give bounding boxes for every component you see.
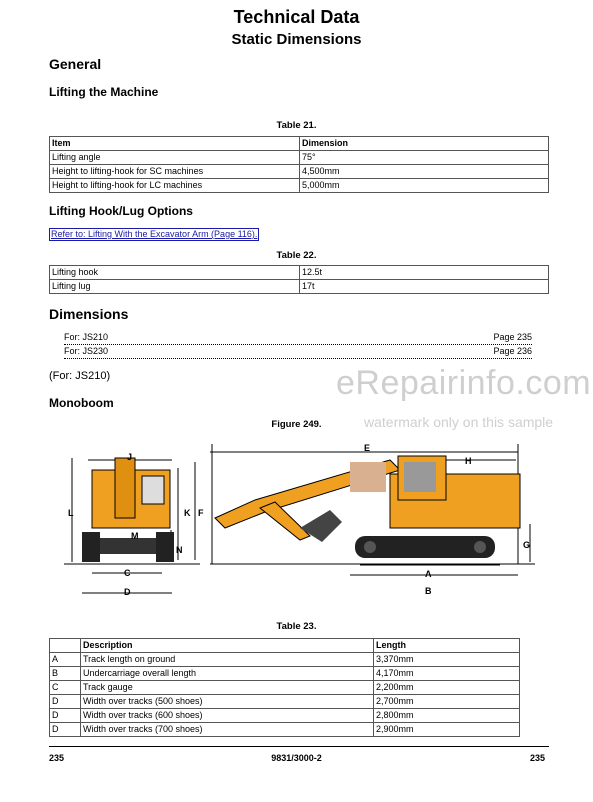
section-general-heading: General [49, 56, 102, 72]
section-dimensions-heading: Dimensions [49, 306, 129, 322]
table-cell: D [50, 709, 81, 723]
table-cell: 17t [300, 280, 549, 294]
footer-divider [49, 746, 549, 747]
table-cell: Height to lifting-hook for SC machines [50, 165, 300, 179]
table21 [49, 136, 549, 193]
table-cell: Lifting lug [50, 280, 300, 294]
table-cell: 2,900mm [374, 723, 520, 737]
watermark-sub: watermark only on this sample [364, 414, 554, 430]
table-header-cell: Dimension [300, 137, 549, 151]
figure-caption: Figure 249. [271, 419, 322, 430]
table23-caption: Table 23. [276, 621, 317, 632]
table-header-cell: Length [374, 639, 520, 653]
table22-caption: Table 22. [276, 250, 317, 261]
table-row [50, 280, 549, 294]
table-header-cell: Description [81, 639, 374, 653]
table-cell: 2,200mm [374, 681, 520, 695]
table-cell: A [50, 653, 81, 667]
dim-label-b: B [425, 586, 432, 596]
table-cell: Lifting angle [50, 151, 300, 165]
table-row [50, 266, 549, 280]
excavator-dimension-figure [60, 440, 550, 600]
table-cell: 3,370mm [374, 653, 520, 667]
toc-label: For: JS230 [64, 346, 109, 356]
footer-doc-number: 9831/3000-2 [271, 753, 322, 763]
table-cell: Track length on ground [81, 653, 374, 667]
dim-label-f: F [198, 508, 204, 518]
table-header-cell [50, 639, 81, 653]
footer-page-left: 235 [49, 753, 65, 763]
dim-label-n: N [176, 545, 183, 555]
table-row [50, 165, 549, 179]
for-label: (For: JS210) [49, 370, 111, 382]
lifting-hook-heading: Lifting Hook/Lug Options [49, 204, 193, 218]
toc-label: For: JS210 [64, 332, 109, 342]
table-header-cell: Item [50, 137, 300, 151]
toc-entry-js230[interactable] [64, 346, 532, 359]
page-subtitle: Static Dimensions [231, 31, 362, 48]
table22 [49, 265, 549, 294]
table-row [50, 709, 520, 723]
table21-caption: Table 21. [276, 120, 317, 131]
dim-label-k: K [184, 508, 191, 518]
table-cell: 75° [300, 151, 549, 165]
dim-label-m: M [131, 531, 139, 541]
table-cell: B [50, 667, 81, 681]
dim-label-d: D [124, 587, 131, 597]
table-row [50, 653, 520, 667]
footer-page-right: 235 [530, 753, 546, 763]
table23 [49, 638, 520, 737]
dim-label-g: G [523, 540, 531, 550]
monoboom-heading: Monoboom [49, 396, 114, 410]
table-row [50, 695, 520, 709]
dim-label-a: A [425, 569, 432, 579]
table-cell: C [50, 681, 81, 695]
table-cell: 2,800mm [374, 709, 520, 723]
toc-entry-js210[interactable] [64, 332, 532, 345]
table-row [50, 179, 549, 193]
lifting-arm-link[interactable]: Refer to: Lifting With the Excavator Arm (Page 116). [51, 229, 258, 239]
dim-label-l: L [68, 508, 74, 518]
dim-label-c: C [124, 568, 131, 578]
table-cell: 5,000mm [300, 179, 549, 193]
table-row [50, 681, 520, 695]
table-cell: Track gauge [81, 681, 374, 695]
dim-label-h: H [465, 456, 472, 466]
table-header-row [50, 137, 549, 151]
table-row [50, 667, 520, 681]
table-cell: D [50, 723, 81, 737]
table-cell: 4,170mm [374, 667, 520, 681]
table-cell: Width over tracks (600 shoes) [81, 709, 374, 723]
toc-page: Page 236 [493, 346, 532, 356]
table-cell: Height to lifting-hook for LC machines [50, 179, 300, 193]
watermark-main: eRepairinfo.com [336, 364, 592, 402]
table-row [50, 723, 520, 737]
page-title: Technical Data [233, 7, 360, 27]
table-cell: Lifting hook [50, 266, 300, 280]
table-cell: 2,700mm [374, 695, 520, 709]
table-header-row [50, 639, 520, 653]
lifting-machine-heading: Lifting the Machine [49, 85, 159, 99]
table-cell: D [50, 695, 81, 709]
dim-label-j: J [127, 452, 133, 462]
toc-page: Page 235 [493, 332, 532, 342]
table-cell: Width over tracks (700 shoes) [81, 723, 374, 737]
table-cell: 12.5t [300, 266, 549, 280]
table-row [50, 151, 549, 165]
table-cell: Undercarriage overall length [81, 667, 374, 681]
table-cell: 4,500mm [300, 165, 549, 179]
table-cell: Width over tracks (500 shoes) [81, 695, 374, 709]
dim-label-e: E [364, 443, 371, 453]
